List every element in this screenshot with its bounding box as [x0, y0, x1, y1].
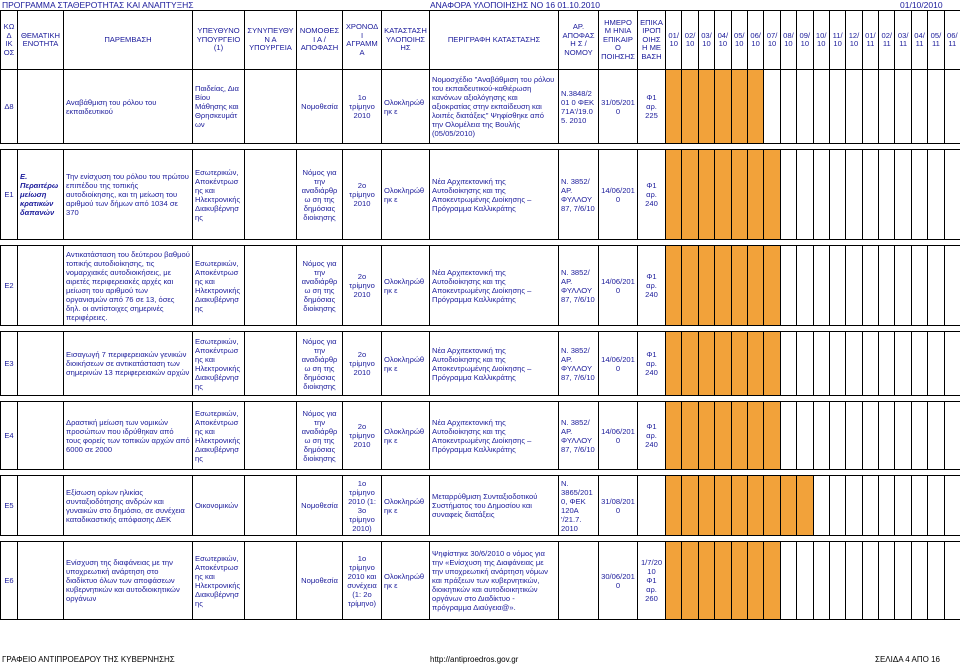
row-code: Ε5	[1, 476, 18, 536]
row-co-ministry	[245, 70, 297, 144]
timeline-cell	[895, 476, 911, 536]
timeline-cell-active	[698, 70, 714, 144]
timeline-cell	[813, 150, 829, 240]
col-month: 04/ 11	[911, 11, 927, 70]
footer-url[interactable]: http://antiproedros.gov.gr	[430, 655, 519, 664]
col-co-ministry: ΣΥΝΥΠΕΥΘΥΝ Α ΥΠΟΥΡΓΕΙΑ	[245, 11, 297, 70]
row-description: Νέα Αρχιτεκτονική της Αυτοδιοίκησης και της Αποκεντρωμένης Διοίκησης – Πρόγραμμα Καλλικράτης	[430, 150, 559, 240]
row-resp-ministry: Εσωτερικών, Αποκέντρωσ ης και Ηλεκτρονικής Διακυβέρνησ ης	[193, 246, 245, 326]
row-date-secondary: 1/7/2010	[640, 558, 663, 576]
col-month: 02/ 10	[682, 11, 698, 70]
row-verification: Φ1 αρ. 225	[638, 70, 666, 144]
timeline-cell	[862, 476, 878, 536]
row-unit: Ε. Περαιτέρω μείωση κρατικών δαπανών	[18, 150, 64, 240]
timeline-cell	[829, 542, 845, 620]
col-month: 01/ 10	[666, 11, 682, 70]
timeline-cell-active	[747, 70, 763, 144]
timeline-cell-active	[731, 332, 747, 396]
col-month: 02/ 11	[879, 11, 895, 70]
timeline-cell	[944, 402, 960, 470]
report-date: 01/10/2010	[900, 0, 943, 10]
row-code: Ε2	[1, 246, 18, 326]
timeline-cell	[846, 70, 862, 144]
col-month: 06/ 11	[944, 11, 960, 70]
timeline-cell-active	[698, 332, 714, 396]
timeline-cell	[780, 70, 796, 144]
timeline-cell-active	[666, 402, 682, 470]
timeline-cell	[846, 332, 862, 396]
timeline-cell	[879, 332, 895, 396]
table-row	[1, 542, 960, 620]
timeline-cell-active	[731, 542, 747, 620]
row-code: Ε4	[1, 402, 18, 470]
col-month: 07/ 10	[764, 11, 780, 70]
timeline-cell-active	[764, 476, 780, 536]
timeline-cell	[829, 332, 845, 396]
timeline-cell-active	[666, 542, 682, 620]
row-date-value: 30/06/2010	[601, 571, 635, 590]
timeline-cell-active	[682, 542, 698, 620]
row-unit	[18, 402, 64, 470]
timeline-cell-active	[797, 476, 813, 536]
table-row	[1, 150, 960, 240]
row-measure: Την ενίσχυση του ρόλου του πρώτου επιπέδου της τοπικής αυτοδιοίκησης, και τη μείωση του αριθμού των δήμων από 1034 σε 370	[64, 150, 193, 240]
timeline-cell	[879, 542, 895, 620]
timeline-cell	[780, 542, 796, 620]
row-co-ministry	[245, 476, 297, 536]
row-status: Ολοκληρώθηκ ε	[382, 402, 430, 470]
timeline-cell	[862, 150, 878, 240]
timeline-cell-active	[666, 332, 682, 396]
col-month: 05/ 11	[928, 11, 944, 70]
row-status: Ολοκληρώθηκ ε	[382, 542, 430, 620]
timeline-cell-active	[747, 542, 763, 620]
row-code: Ε1	[1, 150, 18, 240]
timeline-cell-active	[698, 246, 714, 326]
timeline-cell	[862, 332, 878, 396]
col-code: ΚΩΔ ΙΚΟΣ	[1, 11, 18, 70]
row-resp-ministry: Εσωτερικών, Αποκέντρωσ ης και Ηλεκτρονικής Διακυβέρνησ ης	[193, 542, 245, 620]
timeline-cell	[797, 246, 813, 326]
timeline-cell	[846, 402, 862, 470]
table-row	[1, 402, 960, 470]
timeline-cell-active	[698, 476, 714, 536]
row-legislation: Νόμος για την αναδιάρθρω ση της δημόσιας διοίκησης	[297, 246, 343, 326]
timeline-cell-active	[666, 70, 682, 144]
timeline-cell	[911, 70, 927, 144]
timeline-cell-active	[666, 476, 682, 536]
row-decision: Ν. 3852/ΑΡ. ΦΥΛΛΟΥ 87, 7/6/10	[559, 332, 599, 396]
row-measure: Εξίσωση ορίων ηλικίας συνταξιοδότησης ανδρών και γυναικών στο δημόσιο, σε συνέχεια καταδικαστικής απόφασης ΔΕΚ	[64, 476, 193, 536]
row-resp-ministry: Εσωτερικών, Αποκέντρωσ ης και Ηλεκτρονικής Διακυβέρνησ ης	[193, 332, 245, 396]
timeline-cell-active	[698, 150, 714, 240]
row-co-ministry	[245, 150, 297, 240]
timeline-cell	[813, 402, 829, 470]
timeline-cell	[829, 70, 845, 144]
row-legislation: Νομοθεσία	[297, 542, 343, 620]
timeline-cell	[862, 542, 878, 620]
row-description: Νέα Αρχιτεκτονική της Αυτοδιοίκησης και της Αποκεντρωμένης Διοίκησης – Πρόγραμμα Καλλικράτης	[430, 402, 559, 470]
timeline-cell	[813, 542, 829, 620]
row-co-ministry	[245, 402, 297, 470]
row-date	[599, 542, 638, 620]
timeline-cell	[797, 332, 813, 396]
row-verification: Φ1 αρ. 240	[638, 150, 666, 240]
footer	[0, 655, 960, 665]
row-timeline: 2ο τρίμηνο 2010	[343, 150, 382, 240]
table-row	[1, 70, 960, 144]
timeline-cell	[879, 402, 895, 470]
timeline-cell	[780, 150, 796, 240]
timeline-cell-active	[715, 542, 731, 620]
timeline-cell-active	[747, 150, 763, 240]
row-verification: Φ1 αρ. 240	[638, 246, 666, 326]
timeline-cell	[944, 476, 960, 536]
timeline-cell	[944, 246, 960, 326]
timeline-cell	[911, 332, 927, 396]
timeline-cell	[944, 150, 960, 240]
row-verification	[638, 542, 666, 620]
timeline-cell-active	[731, 476, 747, 536]
row-resp-ministry: Εσωτερικών, Αποκέντρωσ ης και Ηλεκτρονικής Διακυβέρνησ ης	[193, 402, 245, 470]
row-code: Δ8	[1, 70, 18, 144]
timeline-cell	[862, 246, 878, 326]
row-status: Ολοκληρώθηκ ε	[382, 246, 430, 326]
timeline-cell	[862, 402, 878, 470]
timeline-cell	[862, 70, 878, 144]
col-month: 12/ 10	[846, 11, 862, 70]
row-date: 31/08/2010	[599, 476, 638, 536]
row-verification: Φ1 αρ. 240	[638, 402, 666, 470]
timeline-cell	[780, 402, 796, 470]
timeline-cell-active	[682, 150, 698, 240]
timeline-cell	[944, 542, 960, 620]
row-resp-ministry: Οικονομικών	[193, 476, 245, 536]
row-timeline: 2ο τρίμηνο 2010	[343, 402, 382, 470]
timeline-cell	[846, 150, 862, 240]
row-unit	[18, 246, 64, 326]
row-status: Ολοκληρώθηκ ε	[382, 332, 430, 396]
row-measure: Αντικατάσταση του δεύτερου βαθμού τοπικής αυτοδιοίκησης, τις νομαρχιακές αυτοδιοικήσεις, με αιρετές περιφερειακές αρχές και μείωση του αριθμού των οργανισμών από 76 σε 13, όσες δηλ. οι αντίστοιχες σημερινές περιφέρειες.	[64, 246, 193, 326]
row-decision: Ν. 3865/2010, ΦΕΚ 120Α '/21.7. 2010	[559, 476, 599, 536]
timeline-cell-active	[682, 246, 698, 326]
col-unit: ΘΕΜΑΤΙΚΗ ΕΝΟΤΗΤΑ	[18, 11, 64, 70]
timeline-cell-active	[780, 476, 796, 536]
timeline-cell-active	[731, 70, 747, 144]
row-code: Ε3	[1, 332, 18, 396]
timeline-cell	[797, 402, 813, 470]
row-description: Μεταρρύθμιση Συνταξιοδοτικού Συστήματος του Δημοσίου και συναφείς διατάξεις	[430, 476, 559, 536]
header-row	[1, 11, 960, 70]
row-timeline: 1ο τρίμηνο 2010 (1: 3ο τρίμηνο 2010)	[343, 476, 382, 536]
row-status: Ολοκληρώθηκ ε	[382, 70, 430, 144]
col-date: ΗΜΕΡΟΜ ΗΝΙΑ ΕΠΙΚΑΙΡΟ ΠΟΙΗΣΗΣ	[599, 11, 638, 70]
timeline-cell-active	[666, 150, 682, 240]
row-legislation: Νομοθεσία	[297, 476, 343, 536]
timeline-cell	[928, 542, 944, 620]
timeline-cell	[813, 332, 829, 396]
row-decision: Ν. 3852/ΑΡ. ΦΥΛΛΟΥ 87, 7/6/10	[559, 246, 599, 326]
col-description: ΠΕΡΙΓΡΑΦΗ ΚΑΤΑΣΤΑΣΗΣ	[430, 11, 559, 70]
row-status: Ολοκληρώθηκ ε	[382, 150, 430, 240]
timeline-cell	[813, 246, 829, 326]
timeline-cell	[911, 246, 927, 326]
measures-table	[0, 10, 960, 620]
timeline-cell	[813, 70, 829, 144]
col-month: 10/ 10	[813, 11, 829, 70]
timeline-cell	[764, 70, 780, 144]
timeline-cell	[829, 246, 845, 326]
row-description: Νέα Αρχιτεκτονική της Αυτοδιοίκησης και της Αποκεντρωμένης Διοίκησης – Πρόγραμμα Καλλικράτης	[430, 332, 559, 396]
row-timeline: 2ο τρίμηνο 2010	[343, 332, 382, 396]
row-legislation: Νόμος για την αναδιάρθρω ση της δημόσιας διοίκησης	[297, 150, 343, 240]
col-verification: ΕΠΙΚΑ ΙΡΟΠ ΟΙΗΣΗ ΜΕ ΒΑΣΗ	[638, 11, 666, 70]
timeline-cell	[846, 476, 862, 536]
col-status: ΚΑΤΑΣΤΑΣΗ ΥΛΟΠΟΙΗΣΗΣ	[382, 11, 430, 70]
row-timeline: 1ο τρίμηνο 2010 και συνέχεια (1: 2ο τρίμηνο)	[343, 542, 382, 620]
row-description: Νέα Αρχιτεκτονική της Αυτοδιοίκησης και της Αποκεντρωμένης Διοίκησης – Πρόγραμμα Καλλικράτης	[430, 246, 559, 326]
timeline-cell-active	[698, 402, 714, 470]
row-measure: Ενίσχυση της διαφάνειας με την υποχρεωτική ανάρτηση στο διαδίκτυο όλων των αποφάσεων κυβερνητικών και αυτοδιοικητικών οργάνων	[64, 542, 193, 620]
timeline-cell-active	[666, 246, 682, 326]
row-code: Ε6	[1, 542, 18, 620]
timeline-cell-active	[715, 70, 731, 144]
col-measure: ΠΑΡΕΜΒΑΣΗ	[64, 11, 193, 70]
timeline-cell	[895, 332, 911, 396]
footer-office: ΓΡΑΦΕΙΟ ΑΝΤΙΠΡΟΕΔΡΟΥ ΤΗΣ ΚΥΒΕΡΝΗΣΗΣ	[2, 655, 175, 664]
col-decision: ΑΡ. ΑΠΟΦΑΣΗ Σ / ΝΟΜΟΥ	[559, 11, 599, 70]
timeline-cell-active	[682, 70, 698, 144]
timeline-cell	[797, 150, 813, 240]
timeline-cell-active	[747, 246, 763, 326]
row-unit	[18, 476, 64, 536]
row-date: 14/06/2010	[599, 332, 638, 396]
row-decision	[559, 542, 599, 620]
timeline-cell	[911, 476, 927, 536]
timeline-cell-active	[747, 402, 763, 470]
row-unit	[18, 542, 64, 620]
timeline-cell-active	[715, 150, 731, 240]
row-legislation: Νόμος για την αναδιάρθρω ση της δημόσιας διοίκησης	[297, 402, 343, 470]
timeline-cell	[813, 476, 829, 536]
timeline-cell	[895, 150, 911, 240]
row-verification-value: Φ1 αρ. 260	[645, 576, 658, 603]
timeline-cell	[928, 246, 944, 326]
timeline-cell	[944, 70, 960, 144]
row-verification	[638, 476, 666, 536]
row-co-ministry	[245, 246, 297, 326]
program-title: ΠΡΟΓΡΑΜΜΑ ΣΤΑΘΕΡΟΤΗΤΑΣ ΚΑΙ ΑΝΑΠΤΥΞΗΣ	[2, 0, 194, 10]
table-row	[1, 332, 960, 396]
timeline-cell	[780, 332, 796, 396]
timeline-cell-active	[715, 246, 731, 326]
timeline-cell	[928, 332, 944, 396]
timeline-cell-active	[682, 476, 698, 536]
row-resp-ministry: Εσωτερικών, Αποκέντρωσ ης και Ηλεκτρονικής Διακυβέρνησ ης	[193, 150, 245, 240]
timeline-cell	[797, 542, 813, 620]
timeline-cell	[911, 402, 927, 470]
timeline-cell-active	[764, 332, 780, 396]
timeline-cell-active	[764, 150, 780, 240]
row-measure: Εισαγωγή 7 περιφερειακών γενικών διοικήσεων σε αντικατάσταση των σημερινών 13 περιφερειακών αρχών	[64, 332, 193, 396]
row-measure: Αναβάθμιση του ρόλου του εκπαιδευτικού	[64, 70, 193, 144]
row-timeline: 1ο τρίμηνο 2010	[343, 70, 382, 144]
timeline-cell	[928, 70, 944, 144]
timeline-cell	[944, 332, 960, 396]
col-month: 09/ 10	[797, 11, 813, 70]
timeline-cell	[797, 70, 813, 144]
table-row	[1, 246, 960, 326]
timeline-cell-active	[747, 476, 763, 536]
row-timeline: 2ο τρίμηνο 2010	[343, 246, 382, 326]
col-month: 05/ 10	[731, 11, 747, 70]
row-unit	[18, 332, 64, 396]
row-co-ministry	[245, 332, 297, 396]
col-month: 06/ 10	[747, 11, 763, 70]
timeline-cell	[879, 150, 895, 240]
timeline-cell	[829, 476, 845, 536]
timeline-cell	[895, 246, 911, 326]
timeline-cell-active	[731, 402, 747, 470]
row-date: 14/06/2010	[599, 150, 638, 240]
timeline-cell-active	[715, 476, 731, 536]
timeline-cell-active	[764, 402, 780, 470]
timeline-cell-active	[731, 246, 747, 326]
row-legislation: Νομοθεσία	[297, 70, 343, 144]
timeline-cell-active	[698, 542, 714, 620]
row-decision: Ν.3848/201 0 ΦΕΚ 71Α'/19.05. 2010	[559, 70, 599, 144]
timeline-cell	[895, 402, 911, 470]
col-month: 01/ 11	[862, 11, 878, 70]
row-description: Νομοσχέδιο "Αναβάθμιση του ρόλου του εκπαιδευτικού-καθιέρωση κανόνων αξιολόγησης και αξιοκρατίας στην εκπαίδευση και λοιπές διατάξεις" Ψηφίσθηκε από την Ολομέλεια της Βουλής (05/05/2010)	[430, 70, 559, 144]
timeline-cell-active	[682, 332, 698, 396]
timeline-cell	[846, 246, 862, 326]
timeline-cell-active	[715, 402, 731, 470]
row-date: 31/05/2010	[599, 70, 638, 144]
timeline-cell-active	[764, 542, 780, 620]
timeline-cell	[895, 542, 911, 620]
timeline-cell-active	[682, 402, 698, 470]
row-legislation: Νόμος για την αναδιάρθρω ση της δημόσιας διοίκησης	[297, 332, 343, 396]
row-resp-ministry: Παιδείας, Δια Βίου Μάθησης και Θρησκευμάτ ων	[193, 70, 245, 144]
col-month: 04/ 10	[715, 11, 731, 70]
timeline-cell	[829, 402, 845, 470]
row-date: 14/06/2010	[599, 246, 638, 326]
timeline-cell	[895, 70, 911, 144]
col-month: 03/ 11	[895, 11, 911, 70]
row-verification: Φ1 αρ. 240	[638, 332, 666, 396]
timeline-cell-active	[715, 332, 731, 396]
timeline-cell-active	[731, 150, 747, 240]
col-resp-ministry: ΥΠΕΥΘΥΝΟ ΥΠΟΥΡΓΕΙΟ (1)	[193, 11, 245, 70]
timeline-cell	[911, 542, 927, 620]
timeline-cell	[846, 542, 862, 620]
timeline-cell	[879, 70, 895, 144]
col-timeline: ΧΡΟΝΟΔΙ ΑΓΡΑΜΜ Α	[343, 11, 382, 70]
timeline-cell-active	[747, 332, 763, 396]
timeline-cell	[879, 476, 895, 536]
row-description: Ψηφίστηκε 30/6/2010 ο νόμος για την «Ενίσχυση της Διαφάνειας με την υποχρεωτική ανάρτηση νόμων και πράξεων των κυβερνητικών, διοικητικών και αυτοδιοικητικών οργάνων στο Διαδίκτυο - πρόγραμμα Διαύγεια@».	[430, 542, 559, 620]
row-decision: Ν. 3852/ΑΡ. ΦΥΛΛΟΥ 87, 7/6/10	[559, 402, 599, 470]
row-date: 14/06/2010	[599, 402, 638, 470]
timeline-cell-active	[764, 246, 780, 326]
timeline-cell	[829, 150, 845, 240]
footer-page: ΣΕΛΙΔΑ 4 ΑΠΟ 16	[875, 655, 940, 664]
col-month: 11/ 10	[829, 11, 845, 70]
timeline-cell	[928, 402, 944, 470]
timeline-cell	[928, 476, 944, 536]
row-co-ministry	[245, 542, 297, 620]
timeline-cell	[928, 150, 944, 240]
timeline-cell	[879, 246, 895, 326]
row-measure: Δραστική μείωση των νομικών προσώπων που ιδρύθηκαν από τους φορείς των τοπικών αρχών από 6000 σε 2000	[64, 402, 193, 470]
col-legislation: ΝΟΜΟΘΕΣΙ Α / ΑΠΟΦΑΣΗ	[297, 11, 343, 70]
row-decision: Ν. 3852/ΑΡ. ΦΥΛΛΟΥ 87, 7/6/10	[559, 150, 599, 240]
report-title: ΑΝΑΦΟΡΑ ΥΛΟΠΟΙΗΣΗΣ ΝΟ 16 01.10.2010	[430, 0, 600, 10]
row-unit	[18, 70, 64, 144]
timeline-cell	[780, 246, 796, 326]
timeline-cell	[911, 150, 927, 240]
col-month: 03/ 10	[698, 11, 714, 70]
top-bar	[0, 0, 960, 10]
table-row	[1, 476, 960, 536]
row-status: Ολοκληρώθηκ ε	[382, 476, 430, 536]
col-month: 08/ 10	[780, 11, 796, 70]
